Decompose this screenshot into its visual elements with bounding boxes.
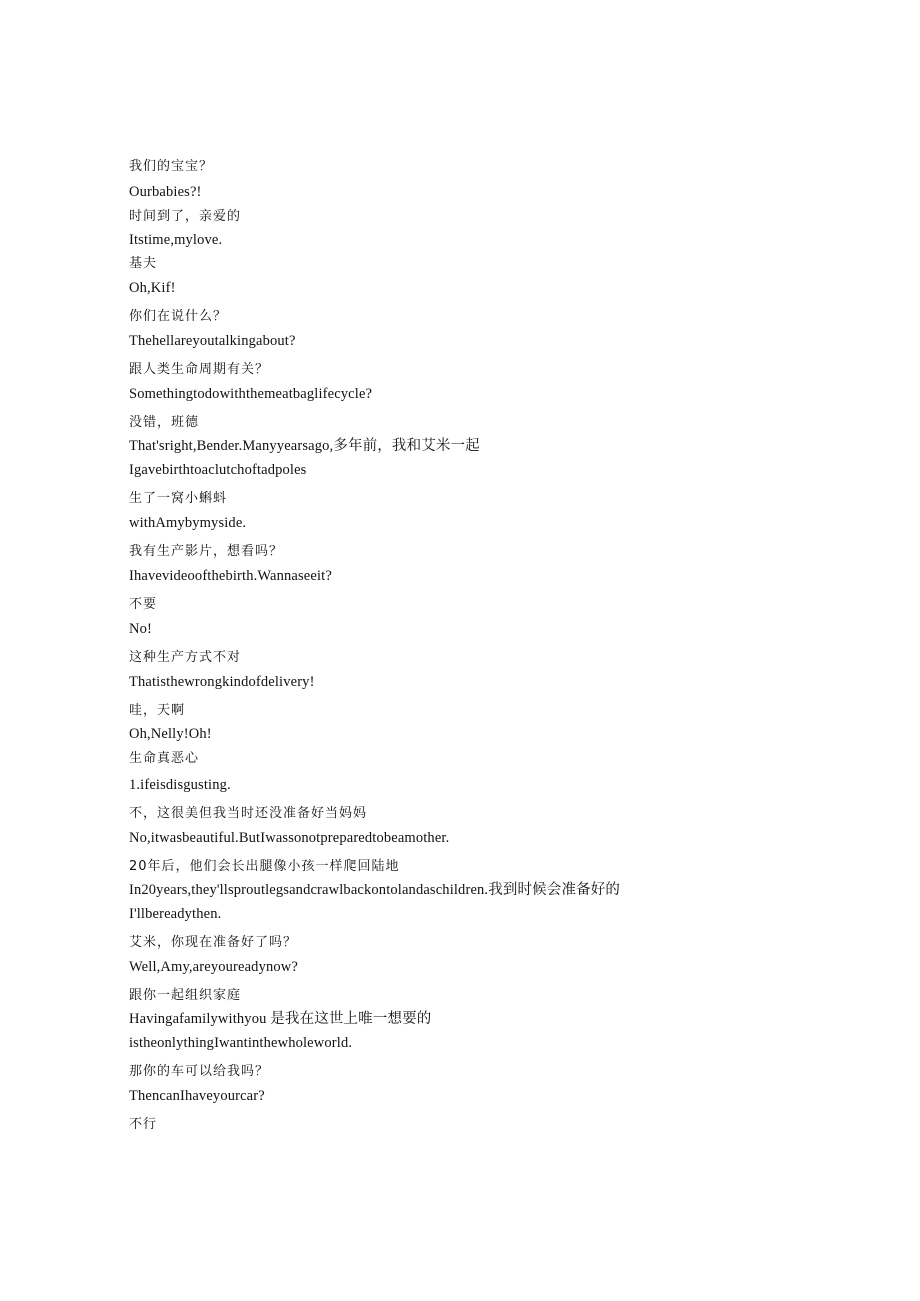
transcript-line: Igavebirthtoaclutchoftadpoles: [129, 462, 307, 478]
transcript-line: 生了一窝小蝌蚪: [129, 491, 228, 506]
transcript-line: Itstime,mylove.: [129, 232, 223, 248]
transcript-line: withAmybymyside.: [129, 515, 247, 531]
transcript-line: Thehellareyoutalkingabout?: [129, 333, 296, 349]
transcript-line: 我有生产影片，想看吗？: [129, 544, 284, 559]
transcript-line: Thatisthewrongkindofdelivery!: [129, 674, 315, 690]
transcript-line: I'llbereadythen.: [129, 906, 222, 922]
transcript-line: 1.ifeisdisgusting.: [129, 777, 231, 793]
transcript-line: istheonlythingIwantinthewholeworld.: [129, 1035, 353, 1051]
transcript-line: 哇，天啊: [129, 703, 186, 718]
transcript-line: ThencanIhaveyourcar?: [129, 1088, 265, 1104]
transcript-line: 不行: [129, 1117, 158, 1132]
transcript-line: No,itwasbeautiful.ButIwassonotpreparedtobeamother.: [129, 830, 450, 846]
transcript-line: 那你的车可以给我吗？: [129, 1064, 270, 1079]
transcript-line: 艾米，你现在准备好了吗？: [129, 935, 298, 950]
transcript-line: Somethingtodowiththemeatbaglifecycle?: [129, 386, 373, 402]
transcript-line: Ourbabies?!: [129, 184, 202, 200]
transcript-line: No!: [129, 621, 153, 637]
transcript-line: 不要: [129, 597, 158, 612]
transcript-line: Oh,Kif!: [129, 280, 176, 296]
transcript-line: Ihavevideoofthebirth.Wannaseeit?: [129, 568, 332, 584]
transcript-body: [129, 158, 849, 1133]
transcript-line: 没错，班德: [129, 415, 200, 430]
transcript-line: Oh,Nelly!Oh!: [129, 726, 212, 742]
transcript-line: 你们在说什么？: [129, 309, 228, 324]
transcript-line: 我们的宝宝？: [129, 159, 214, 174]
transcript-line: 20年后，他们会长出腿像小孩一样爬回陆地: [129, 859, 400, 874]
transcript-line: That'sright,Bender.Manyyearsago,多年前，我和艾米一起: [129, 438, 480, 454]
transcript-line: Well,Amy,areyoureadynow?: [129, 959, 298, 975]
transcript-line: 跟你一起组织家庭: [129, 988, 242, 1003]
transcript-line: 这种生产方式不对: [129, 650, 242, 665]
transcript-line: Havingafamilywithyou 是我在这世上唯一想要的: [129, 1011, 432, 1027]
transcript-line: In20years,they'llsproutlegsandcrawlbackontolandaschildren.我到时候会准备好的: [129, 882, 621, 898]
transcript-line: 基夫: [129, 256, 158, 271]
transcript-line: 跟人类生命周期有关？: [129, 362, 270, 377]
transcript-line: 不，这很美但我当时还没准备好当妈妈: [129, 806, 368, 821]
transcript-line: 时间到了，亲爱的: [129, 209, 242, 224]
transcript-line: 生命真恶心: [129, 751, 200, 766]
